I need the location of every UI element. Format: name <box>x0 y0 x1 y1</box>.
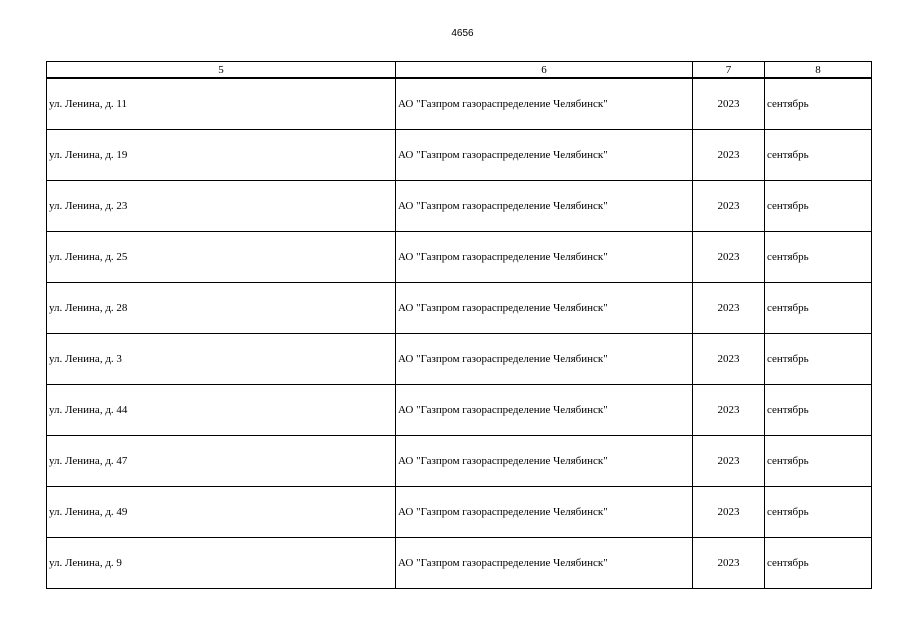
organization-cell: АО "Газпром газораспределение Челябинск" <box>396 283 693 334</box>
schedule-table <box>46 61 872 589</box>
year-cell: 2023 <box>693 538 765 589</box>
column-header-6: 6 <box>396 62 693 79</box>
year-cell: 2023 <box>693 487 765 538</box>
table-row <box>47 334 872 385</box>
month-cell: сентябрь <box>765 385 872 436</box>
organization-cell: АО "Газпром газораспределение Челябинск" <box>396 181 693 232</box>
table-header-row <box>47 62 872 79</box>
year-cell: 2023 <box>693 283 765 334</box>
table-row <box>47 181 872 232</box>
address-cell: ул. Ленина, д. 47 <box>47 436 396 487</box>
address-cell: ул. Ленина, д. 28 <box>47 283 396 334</box>
page-number: 4656 <box>451 28 474 39</box>
year-cell: 2023 <box>693 232 765 283</box>
table-row <box>47 487 872 538</box>
organization-cell: АО "Газпром газораспределение Челябинск" <box>396 78 693 130</box>
table-row <box>47 436 872 487</box>
year-cell: 2023 <box>693 436 765 487</box>
address-cell: ул. Ленина, д. 49 <box>47 487 396 538</box>
year-cell: 2023 <box>693 130 765 181</box>
table-row <box>47 283 872 334</box>
month-cell: сентябрь <box>765 78 872 130</box>
table-body <box>47 78 872 589</box>
organization-cell: АО "Газпром газораспределение Челябинск" <box>396 232 693 283</box>
month-cell: сентябрь <box>765 436 872 487</box>
organization-cell: АО "Газпром газораспределение Челябинск" <box>396 436 693 487</box>
table-row <box>47 538 872 589</box>
address-cell: ул. Ленина, д. 23 <box>47 181 396 232</box>
table-row <box>47 130 872 181</box>
year-cell: 2023 <box>693 181 765 232</box>
address-cell: ул. Ленина, д. 25 <box>47 232 396 283</box>
month-cell: сентябрь <box>765 334 872 385</box>
column-header-5: 5 <box>47 62 396 79</box>
year-cell: 2023 <box>693 334 765 385</box>
month-cell: сентябрь <box>765 538 872 589</box>
organization-cell: АО "Газпром газораспределение Челябинск" <box>396 334 693 385</box>
column-header-8: 8 <box>765 62 872 79</box>
month-cell: сентябрь <box>765 130 872 181</box>
year-cell: 2023 <box>693 78 765 130</box>
table-row <box>47 385 872 436</box>
month-cell: сентябрь <box>765 487 872 538</box>
month-cell: сентябрь <box>765 181 872 232</box>
organization-cell: АО "Газпром газораспределение Челябинск" <box>396 487 693 538</box>
address-cell: ул. Ленина, д. 9 <box>47 538 396 589</box>
address-cell: ул. Ленина, д. 3 <box>47 334 396 385</box>
address-cell: ул. Ленина, д. 11 <box>47 78 396 130</box>
year-cell: 2023 <box>693 385 765 436</box>
organization-cell: АО "Газпром газораспределение Челябинск" <box>396 385 693 436</box>
organization-cell: АО "Газпром газораспределение Челябинск" <box>396 538 693 589</box>
address-cell: ул. Ленина, д. 44 <box>47 385 396 436</box>
month-cell: сентябрь <box>765 232 872 283</box>
organization-cell: АО "Газпром газораспределение Челябинск" <box>396 130 693 181</box>
table-row <box>47 78 872 130</box>
table-row <box>47 232 872 283</box>
column-header-7: 7 <box>693 62 765 79</box>
month-cell: сентябрь <box>765 283 872 334</box>
address-cell: ул. Ленина, д. 19 <box>47 130 396 181</box>
